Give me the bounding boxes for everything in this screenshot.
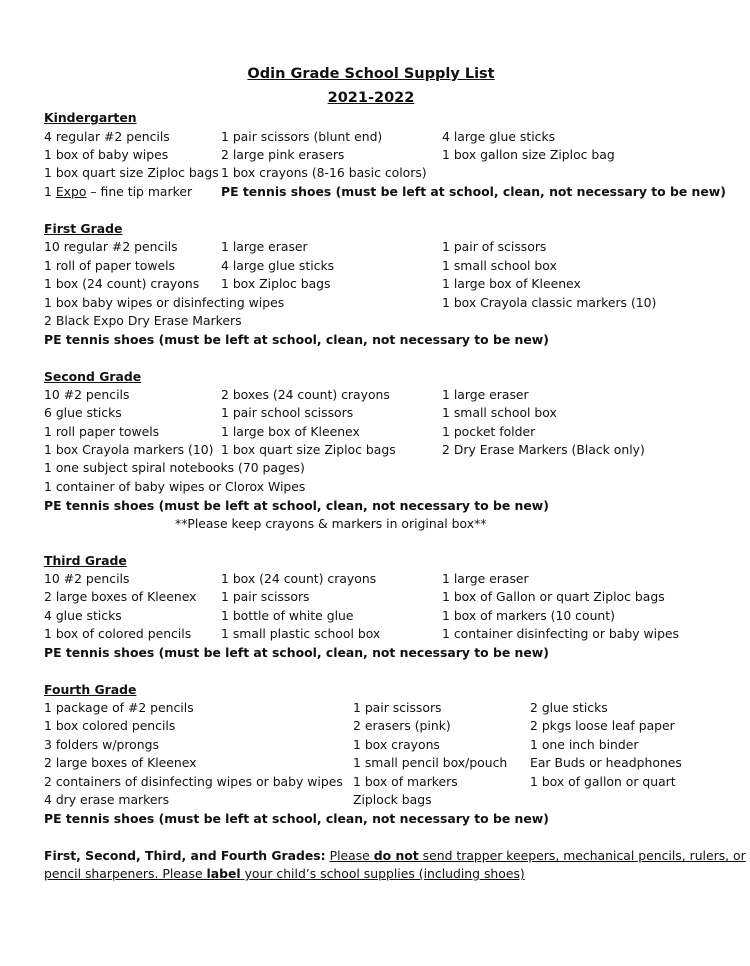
list-item: 10 regular #2 pencils xyxy=(44,239,178,254)
fourth-grade-heading: Fourth Grade xyxy=(44,682,137,697)
list-item: 4 large glue sticks xyxy=(442,129,556,144)
list-item: 1 box Crayola markers (10) xyxy=(44,442,214,457)
list-item: 1 small school box xyxy=(442,258,557,273)
kindergarten-heading: Kindergarten xyxy=(44,110,137,125)
first-grade-heading: First Grade xyxy=(44,221,123,236)
list-item: 1 large box of Kleenex xyxy=(221,424,360,439)
list-item: 1 box Crayola classic markers (10) xyxy=(442,295,657,310)
list-item: 1 large box of Kleenex xyxy=(442,276,581,291)
list-item: 10 #2 pencils xyxy=(44,571,130,586)
list-item: 1 pocket folder xyxy=(442,424,536,439)
list-item: 4 dry erase markers xyxy=(44,792,170,807)
list-item: 2 glue sticks xyxy=(530,700,608,715)
page-title: Odin Grade School Supply List xyxy=(247,66,495,82)
list-item: 6 glue sticks xyxy=(44,405,122,420)
list-item: 2 large boxes of Kleenex xyxy=(44,589,197,604)
list-item: 3 folders w/prongs xyxy=(44,737,159,752)
list-item: 1 one subject spiral notebooks (70 pages) xyxy=(44,460,305,475)
list-item: 1 pair scissors xyxy=(353,700,442,715)
list-item: 1 large eraser xyxy=(221,239,308,254)
list-item: 1 large eraser xyxy=(442,571,529,586)
list-item: 1 container disinfecting or baby wipes xyxy=(442,626,680,641)
list-item: 2 containers of disinfecting wipes or baby wipes xyxy=(44,774,343,789)
expo-word: Expo xyxy=(55,184,87,199)
list-item: 1 box crayons xyxy=(353,737,440,752)
footer-note-line-2: pencil sharpeners. Please label your child’s school supplies (including shoes) xyxy=(44,866,525,881)
list-item: 2 boxes (24 count) crayons xyxy=(221,387,390,402)
list-item: 1 container of baby wipes or Clorox Wipes xyxy=(44,479,306,494)
list-item: 1 box of markers xyxy=(353,774,458,789)
list-item: 1 box of gallon or quart xyxy=(530,774,676,789)
footer-lead: First, Second, Third, and Fourth Grades: xyxy=(44,848,326,863)
list-item: 1 box crayons (8-16 basic colors) xyxy=(221,165,427,180)
pe-note: PE tennis shoes (must be left at school, clean, not necessary to be new) xyxy=(44,332,549,347)
list-item: 1 box of colored pencils xyxy=(44,626,192,641)
list-item: 1 large eraser xyxy=(442,387,529,402)
list-item: 1 small plastic school box xyxy=(221,626,381,641)
list-item: Ziplock bags xyxy=(353,792,432,807)
list-item: 4 large glue sticks xyxy=(221,258,335,273)
second-grade-heading: Second Grade xyxy=(44,369,142,384)
list-item: 1 box of baby wipes xyxy=(44,147,169,162)
list-item: 1 pair scissors xyxy=(221,589,310,604)
list-item: 2 erasers (pink) xyxy=(353,718,451,733)
list-item: 1 bottle of white glue xyxy=(221,608,354,623)
list-item: 4 regular #2 pencils xyxy=(44,129,170,144)
list-item: 1 box of markers (10 count) xyxy=(442,608,615,623)
list-item: 1 pair scissors (blunt end) xyxy=(221,129,383,144)
pe-note: PE tennis shoes (must be left at school, clean, not necessary to be new) xyxy=(221,184,726,199)
list-item: 1 Expo – fine tip marker xyxy=(44,184,193,199)
list-item: 2 pkgs loose leaf paper xyxy=(530,718,675,733)
list-item: 1 one inch binder xyxy=(530,737,639,752)
pe-note: PE tennis shoes (must be left at school, clean, not necessary to be new) xyxy=(44,498,549,513)
list-item: 1 box (24 count) crayons xyxy=(44,276,200,291)
pe-note: PE tennis shoes (must be left at school, clean, not necessary to be new) xyxy=(44,645,549,660)
list-item: 1 box quart size Ziploc bags xyxy=(221,442,396,457)
list-item: 2 large pink erasers xyxy=(221,147,345,162)
pe-note: PE tennis shoes (must be left at school, clean, not necessary to be new) xyxy=(44,811,549,826)
list-item: Ear Buds or headphones xyxy=(530,755,682,770)
list-item: 1 box (24 count) crayons xyxy=(221,571,377,586)
list-item: 2 Black Expo Dry Erase Markers xyxy=(44,313,242,328)
list-item: 1 box colored pencils xyxy=(44,718,176,733)
list-item: 1 box Ziploc bags xyxy=(221,276,331,291)
crayons-note: **Please keep crayons & markers in original box** xyxy=(175,516,487,531)
list-item: 1 pair of scissors xyxy=(442,239,547,254)
list-item: 1 package of #2 pencils xyxy=(44,700,194,715)
list-item: 1 small pencil box/pouch xyxy=(353,755,508,770)
list-item: 2 Dry Erase Markers (Black only) xyxy=(442,442,645,457)
school-year: 2021-2022 xyxy=(327,90,415,106)
footer-note-line-1: First, Second, Third, and Fourth Grades: Please do not send trapper keepers, mechanical pencils, rulers, or xyxy=(44,848,746,863)
list-item: 4 glue sticks xyxy=(44,608,122,623)
third-grade-heading: Third Grade xyxy=(44,553,127,568)
list-item: 1 pair school scissors xyxy=(221,405,354,420)
list-item: 1 small school box xyxy=(442,405,557,420)
list-item: 1 roll paper towels xyxy=(44,424,160,439)
list-item: 1 roll of paper towels xyxy=(44,258,176,273)
list-item: 1 box baby wipes or disinfecting wipes xyxy=(44,295,285,310)
list-item: 1 box of Gallon or quart Ziploc bags xyxy=(442,589,665,604)
list-item: 10 #2 pencils xyxy=(44,387,130,402)
list-item: 2 large boxes of Kleenex xyxy=(44,755,197,770)
list-item: 1 box quart size Ziploc bags xyxy=(44,165,219,180)
list-item: 1 box gallon size Ziploc bag xyxy=(442,147,615,162)
